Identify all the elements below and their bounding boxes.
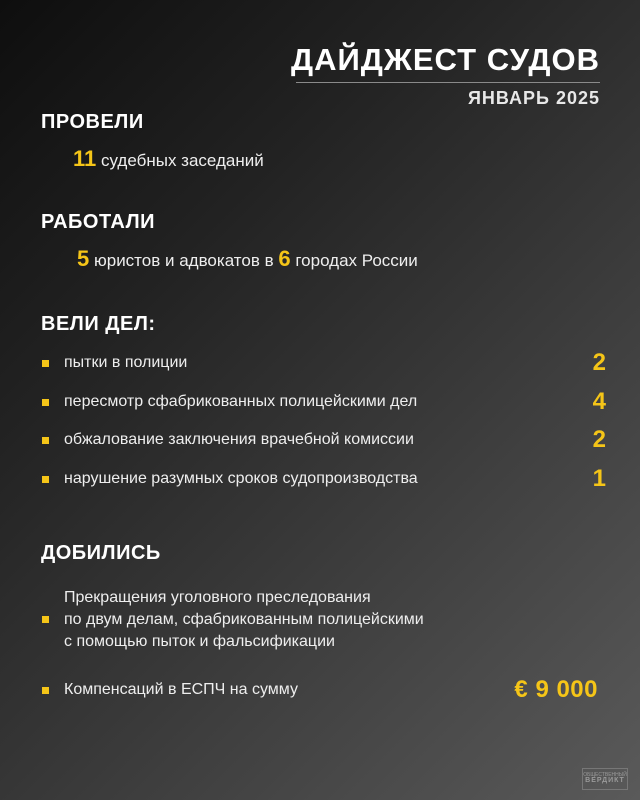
termination-line: по двум делам, сфабрикованным полицейскими bbox=[64, 611, 424, 628]
bullet-icon bbox=[42, 616, 49, 623]
case-count: 2 bbox=[592, 426, 606, 453]
case-label: нарушение разумных сроков судопроизводства bbox=[64, 470, 418, 487]
case-label: обжалование заключения врачебной комиссии bbox=[64, 431, 414, 448]
cities-text: городах России bbox=[295, 251, 418, 270]
bullet-icon bbox=[42, 399, 49, 406]
lawyers-count: 5 bbox=[77, 246, 90, 271]
compensation-label: Компенсаций в ЕСПЧ на сумму bbox=[64, 681, 298, 698]
cases-heading: ВЕЛИ ДЕЛ: bbox=[41, 313, 156, 335]
period-label: ЯНВАРЬ 2025 bbox=[467, 88, 600, 108]
page-title: ДАЙДЖЕСТ СУДОВ bbox=[291, 42, 600, 77]
bullet-icon bbox=[42, 360, 49, 367]
organization-logo bbox=[582, 768, 628, 790]
title-divider bbox=[296, 82, 600, 83]
compensation-amount: € 9 000 bbox=[514, 676, 598, 703]
logo-line: ВЕРДИКТ bbox=[585, 777, 625, 784]
held-count: 11 bbox=[73, 146, 97, 171]
case-count: 4 bbox=[592, 388, 606, 415]
termination-text bbox=[64, 587, 424, 653]
termination-line: Прекращения уголовного преследования bbox=[64, 589, 371, 606]
held-heading: ПРОВЕЛИ bbox=[41, 111, 144, 133]
held-text: судебных заседаний bbox=[101, 151, 264, 170]
case-count: 2 bbox=[592, 349, 606, 376]
logo-line: ОБЩЕСТВЕННЫЙ bbox=[583, 772, 627, 778]
case-label: пытки в полиции bbox=[64, 354, 188, 371]
achieved-heading: ДОБИЛИСЬ bbox=[41, 542, 161, 564]
case-label: пересмотр сфабрикованных полицейскими дел bbox=[64, 393, 418, 410]
bullet-icon bbox=[42, 476, 49, 483]
bullet-icon bbox=[42, 687, 49, 694]
worked-stat bbox=[77, 246, 418, 272]
case-count: 1 bbox=[592, 465, 606, 492]
termination-line: с помощью пыток и фальсификации bbox=[64, 633, 335, 650]
worked-heading: РАБОТАЛИ bbox=[41, 211, 156, 233]
bullet-icon bbox=[42, 437, 49, 444]
held-stat bbox=[73, 146, 264, 172]
cities-count: 6 bbox=[278, 246, 291, 271]
lawyers-text: юристов и адвокатов в bbox=[93, 251, 274, 270]
